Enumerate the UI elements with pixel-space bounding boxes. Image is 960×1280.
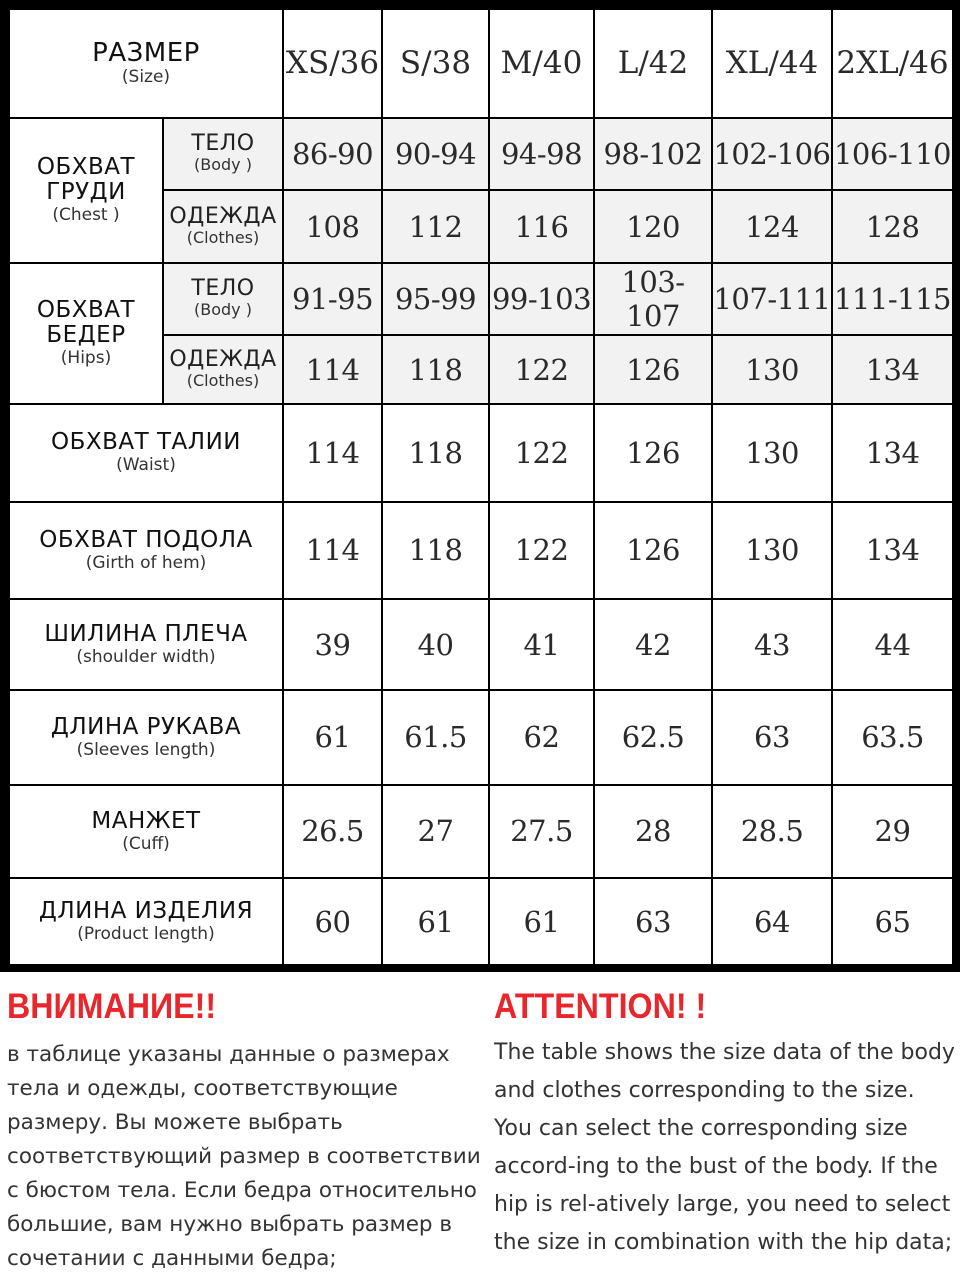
size-column-header: S/38 <box>383 10 488 117</box>
hips-clothes-sublabel <box>164 336 282 402</box>
table-cell: 95-99 <box>383 264 488 335</box>
table-cell: 114 <box>284 503 381 599</box>
table-cell: 114 <box>284 405 381 501</box>
hips-body-row <box>10 264 952 335</box>
attention-note-en <box>494 986 956 1262</box>
table-cell: 122 <box>490 336 593 402</box>
table-cell: 108 <box>284 191 381 262</box>
product-length-label <box>10 879 282 964</box>
table-cell: 41 <box>490 600 593 689</box>
table-cell: 111-115 <box>833 264 952 335</box>
row-label-ru: ОБХВАТ ТАЛИИ <box>51 429 241 456</box>
attention-note-ru <box>7 986 487 1276</box>
hips-group-label <box>10 264 162 403</box>
table-cell: 63 <box>713 691 831 784</box>
table-cell: 112 <box>383 191 488 262</box>
table-cell: 126 <box>595 405 711 501</box>
row-label-en: (Product length) <box>77 924 215 945</box>
size-label-ru: РАЗМЕР <box>92 38 200 69</box>
product-length-row <box>10 879 952 964</box>
table-cell: 124 <box>713 191 831 262</box>
table-cell: 107-111 <box>713 264 831 335</box>
sublabel-ru: ОДЕЖДА <box>169 203 277 229</box>
sublabel-en: (Clothes) <box>186 370 260 390</box>
table-cell: 43 <box>713 600 831 689</box>
row-label-ru: МАНЖЕТ <box>91 807 201 834</box>
table-cell: 62.5 <box>595 691 711 784</box>
waist-row <box>10 405 952 501</box>
sleeves-label <box>10 691 282 784</box>
hips-label-en: (Hips) <box>60 348 112 369</box>
hips-label-ru-line2: БЕДЕР <box>46 322 126 349</box>
table-cell: 130 <box>713 336 831 402</box>
sublabel-en: (Clothes) <box>186 227 260 247</box>
table-cell: 42 <box>595 600 711 689</box>
table-cell: 94-98 <box>490 119 593 190</box>
table-cell: 130 <box>713 405 831 501</box>
table-cell: 61 <box>383 879 488 964</box>
table-cell: 64 <box>713 879 831 964</box>
size-column-header: M/40 <box>490 10 593 117</box>
sublabel-en: (Body ) <box>194 155 252 175</box>
table-cell: 28.5 <box>713 786 831 878</box>
table-cell: 134 <box>833 503 952 599</box>
table-cell: 114 <box>284 336 381 402</box>
table-cell: 27.5 <box>490 786 593 878</box>
cuff-row <box>10 786 952 878</box>
table-cell: 134 <box>833 336 952 402</box>
header-row <box>10 10 952 117</box>
row-label-en: (shoulder width) <box>76 647 216 668</box>
sublabel-ru: ОДЕЖДА <box>169 346 277 372</box>
row-label-ru: ДЛИНА ИЗДЕЛИЯ <box>38 898 254 925</box>
table-cell: 116 <box>490 191 593 262</box>
table-cell: 122 <box>490 405 593 501</box>
row-label-en: (Cuff) <box>122 833 170 854</box>
table-cell: 28 <box>595 786 711 878</box>
table-cell: 134 <box>833 405 952 501</box>
attention-text-en: The table shows the size data of the body and clothes corresponding to the size. You can select the corresponding size accord-ing to the bust of the body. If the hip is rel-atively large, you need to select the size in combination with the hip data; <box>494 1040 955 1255</box>
attention-text-ru: в таблице указаны данные о размерах тела и одежды, соответствующие размеру. Вы можете выбрать соответствующий размер в соответствии с бюстом тела. Если бедра относительно большие, вам нужно выбрать размер в сочетании с данными бедра; <box>7 1042 481 1271</box>
table-cell: 126 <box>595 336 711 402</box>
table-cell: 63.5 <box>833 691 952 784</box>
shoulder-row <box>10 600 952 689</box>
size-column-header: L/42 <box>595 10 711 117</box>
chest-clothes-sublabel <box>164 191 282 262</box>
cuff-label <box>10 786 282 878</box>
table-cell: 98-102 <box>595 119 711 190</box>
size-column-header: 2XL/46 <box>833 10 952 117</box>
hips-body-sublabel <box>164 264 282 335</box>
table-cell: 90-94 <box>383 119 488 190</box>
table-cell: 91-95 <box>284 264 381 335</box>
table-cell: 118 <box>383 405 488 501</box>
row-label-ru: ОБХВАТ ПОДОЛА <box>39 526 253 553</box>
attention-title-ru: ВНИМАНИЕ!! <box>7 987 217 1026</box>
table-cell: 106-110 <box>833 119 952 190</box>
table-cell: 99-103 <box>490 264 593 335</box>
sublabel-en: (Body ) <box>194 300 252 320</box>
waist-label <box>10 405 282 501</box>
table-cell: 126 <box>595 503 711 599</box>
table-cell: 61.5 <box>383 691 488 784</box>
hem-label <box>10 503 282 599</box>
chest-group-label <box>10 119 162 262</box>
table-cell: 86-90 <box>284 119 381 190</box>
row-label-en: (Sleeves length) <box>76 739 216 760</box>
table-cell: 61 <box>284 691 381 784</box>
row-label-ru: ШИЛИНА ПЛЕЧА <box>44 621 248 648</box>
attention-notes <box>0 972 960 1280</box>
table-cell: 61 <box>490 879 593 964</box>
row-label-en: (Girth of hem) <box>85 552 207 573</box>
table-cell: 44 <box>833 600 952 689</box>
chest-label-ru-line2: ГРУДИ <box>46 179 126 206</box>
hem-row <box>10 503 952 599</box>
table-cell: 120 <box>595 191 711 262</box>
table-cell: 118 <box>383 336 488 402</box>
table-cell: 29 <box>833 786 952 878</box>
chest-label-en: (Chest ) <box>52 205 120 226</box>
table-cell: 102-106 <box>713 119 831 190</box>
table-cell: 103-107 <box>595 264 711 335</box>
row-label-en: (Waist) <box>116 455 176 476</box>
shoulder-label <box>10 600 282 689</box>
sublabel-ru: ТЕЛО <box>191 131 255 157</box>
table-cell: 27 <box>383 786 488 878</box>
size-column-header: XL/44 <box>713 10 831 117</box>
size-header-cell <box>10 10 282 117</box>
table-cell: 65 <box>833 879 952 964</box>
chest-body-row <box>10 119 952 190</box>
table-cell: 63 <box>595 879 711 964</box>
chest-body-sublabel <box>164 119 282 190</box>
table-cell: 130 <box>713 503 831 599</box>
table-cell: 60 <box>284 879 381 964</box>
table-cell: 62 <box>490 691 593 784</box>
table-cell: 40 <box>383 600 488 689</box>
sublabel-ru: ТЕЛО <box>191 276 255 302</box>
size-column-header: XS/36 <box>284 10 381 117</box>
table-cell: 122 <box>490 503 593 599</box>
table-cell: 118 <box>383 503 488 599</box>
table-cell: 128 <box>833 191 952 262</box>
table-cell: 39 <box>284 600 381 689</box>
table-cell: 26.5 <box>284 786 381 878</box>
sleeves-row <box>10 691 952 784</box>
chest-label-ru-line1: ОБХВАТ <box>36 154 136 181</box>
size-label-en: (Size) <box>121 67 171 88</box>
row-label-ru: ДЛИНА РУКАВА <box>50 713 242 740</box>
hips-label-ru-line1: ОБХВАТ <box>36 297 136 324</box>
attention-title-en: ATTENTION! ! <box>494 987 707 1026</box>
